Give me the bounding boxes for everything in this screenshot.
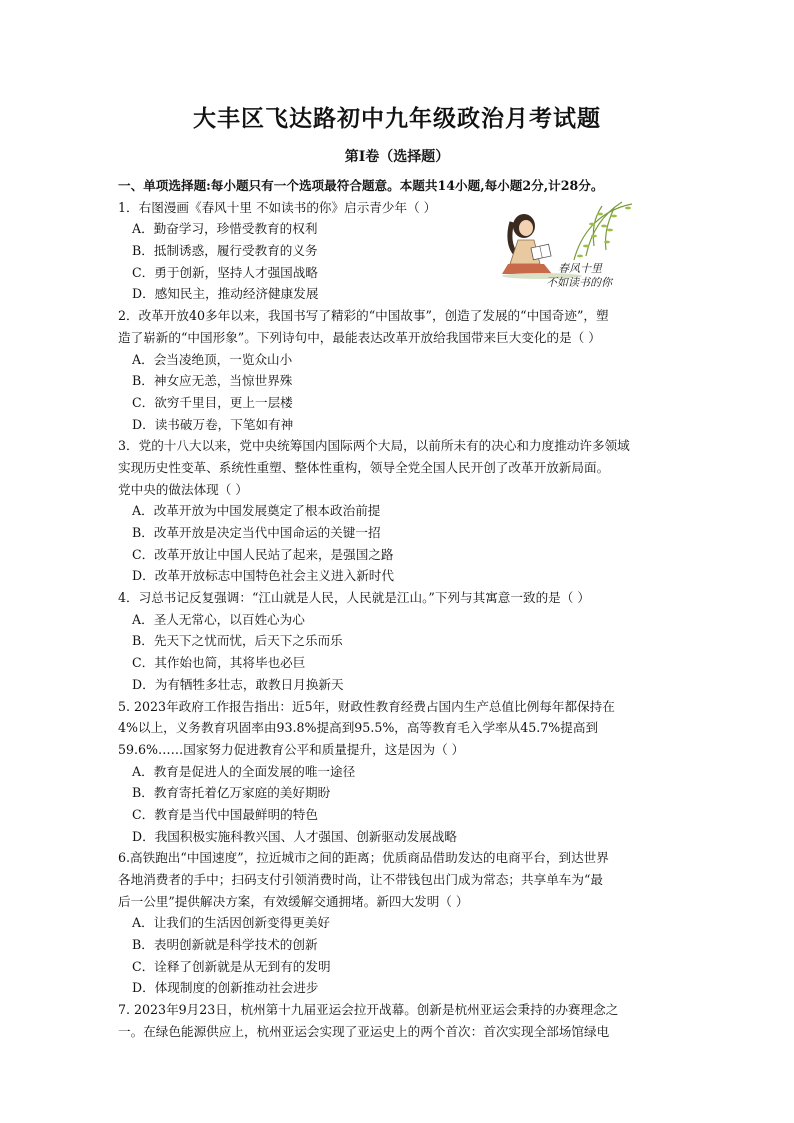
question-stem-line: 一。在绿色能源供应上，杭州亚运会实现了亚运史上的两个首次：首次实现全部场馆绿电 [118,1023,610,1039]
answer-option: A．改革开放为中国发展奠定了根本政治前提 [132,503,381,519]
answer-option: A．让我们的生活因创新变得更美好 [132,915,331,931]
question-stem-line: 实现历史性变革、系统性重塑、整体性重构，领导全党全国人民开创了改革开放新局面。 [118,459,610,475]
page-subtitle: 第Ⅰ卷（选择题） [344,149,450,165]
answer-option: D．为有牺牲多壮志，敢教日月换新天 [132,676,344,692]
answer-option: B．神女应无恙，当惊世界殊 [132,373,293,389]
question-stem-line: 59.6%……国家努力促进教育公平和质量提升，这是因为（ ） [118,741,465,757]
question-stem-line: 3．党的十八大以来，党中央统筹国内国际两个大局，以前所未有的决心和力度推动许多领域 [118,438,630,454]
question-stem-line: 6.高铁跑出“中国速度”，拉近城市之间的距离；优质商品借助发达的电商平台，到达世界 [118,850,609,866]
answer-option: D．体现制度的创新推动社会进步 [132,980,319,996]
answer-option: A．教育是促进人的全面发展的唯一途径 [132,763,356,779]
cartoon-image [482,200,638,292]
section-heading: 一、单项选择题:每小题只有一个选项最符合题意。本题共14小题,每小题2分,计28分。 [118,178,604,193]
answer-option: C．欲穷千里目，更上一层楼 [132,394,293,410]
question-stem-line: 后一公里”提供解决方案，有效缓解交通拥堵。新四大发明（ ） [118,893,469,909]
answer-option: C．勇于创新，坚持人才强国战略 [132,264,318,280]
question-stem-line: 1．右图漫画《春风十里 不如读书的你》启示青少年（ ） [118,199,437,215]
question-stem-line: 2．改革开放40多年以来，我国书写了精彩的“中国故事”，创造了发展的“中国奇迹”，塑 [118,308,609,324]
answer-option: B．教育寄托着亿万家庭的美好期盼 [132,785,331,801]
cartoon-caption-2: 不如读书的你 [546,276,612,289]
answer-option: A．会当凌绝顶，一览众山小 [132,351,293,367]
cartoon-caption-1: 春风十里 [558,262,602,275]
question-stem-line: 7. 2023年9月23日，杭州第十九届亚运会拉开战幕。创新是杭州亚运会秉持的办赛理念之 [118,1002,619,1018]
answer-option: B．抵制诱惑，履行受教育的义务 [132,243,318,259]
answer-option: A．圣人无常心，以百姓心为心 [132,611,305,627]
question-stem-line: 党中央的做法体现（ ） [118,481,248,497]
answer-option: C．改革开放让中国人民站了起来，是强国之路 [132,546,394,562]
answer-option: D．改革开放标志中国特色社会主义进入新时代 [132,568,394,584]
answer-option: B．表明创新就是科学技术的创新 [132,937,318,953]
answer-option: C．其作始也简，其将毕也必巨 [132,655,306,671]
question-stem-line: 5. 2023年政府工作报告指出：近5年，财政性教育经费占国内生产总值比例每年都保持在 [118,698,615,714]
answer-option: C．诠释了创新就是从无到有的发明 [132,958,331,974]
page-title: 大丰区飞达路初中九年级政治月考试题 [193,105,601,132]
answer-option: B．改革开放是决定当代中国命运的关键一招 [132,525,381,540]
question-stem-line: 各地消费者的手中；扫码支付引领消费时尚，让不带钱包出门成为常态；共享单车为“最 [118,872,604,887]
answer-option: D．感知民主，推动经济健康发展 [132,286,319,302]
answer-option: C．教育是当代中国最鲜明的特色 [132,806,318,822]
question-stem-line: 造了崭新的“中国形象”。下列诗句中，最能表达改革开放给我国带来巨大变化的是（ ） [118,329,601,345]
answer-option: D．我国积极实施科教兴国、人才强国、创新驱动发展战略 [132,828,457,844]
question-stem-line: 4%以上，义务教育巩固率由93.8%提高到95.5%，高等教育毛入学率从45.7%提高到 [118,720,599,736]
answer-option: D．读书破万卷，下笔如有神 [132,416,294,432]
question-list [118,175,690,1043]
answer-option: B．先天下之忧而忧，后天下之乐而乐 [132,633,343,649]
answer-option: A．勤奋学习，珍惜受教育的权利 [132,221,318,237]
question-stem-line: 4．习总书记反复强调：“江山就是人民，人民就是江山。”下列与其寓意一致的是（ ） [118,590,590,606]
